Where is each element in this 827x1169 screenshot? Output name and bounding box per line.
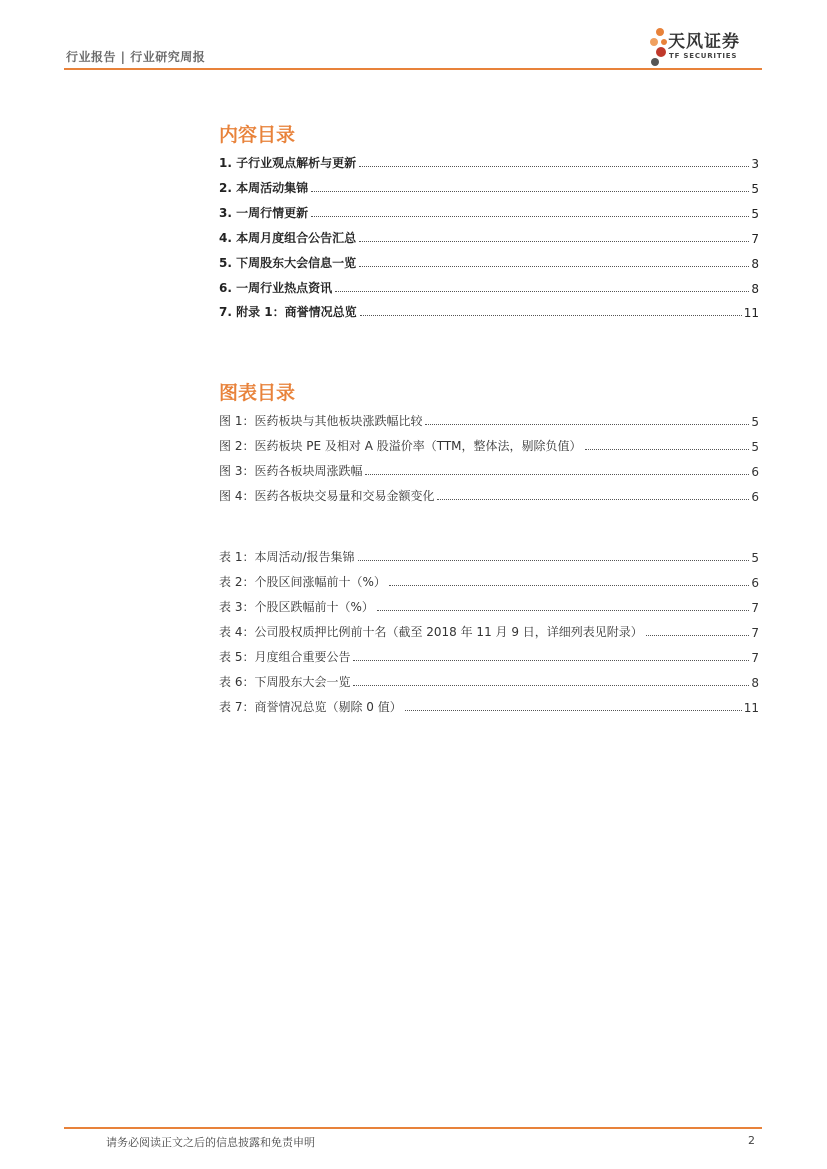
toc-item-4[interactable]: 4. 本周月度组合公告汇总 7	[219, 231, 759, 246]
figure-item-3[interactable]: 图 3：医药各板块周涨跌幅 6	[219, 464, 759, 479]
toc-item-1[interactable]: 1. 子行业观点解析与更新 3	[219, 156, 759, 171]
toc-title: 内容目录	[219, 124, 296, 146]
toc-item-6[interactable]: 6. 一周行业热点资讯 8	[219, 281, 759, 296]
table-item-2[interactable]: 表 2：个股区间涨幅前十（%） 6	[219, 575, 759, 590]
toc-item-3[interactable]: 3. 一周行情更新 5	[219, 206, 759, 221]
footer-page-number: 2	[748, 1134, 755, 1147]
table-item-7[interactable]: 表 7：商誉情况总览（剔除 0 值） 11	[219, 700, 759, 715]
figure-item-4[interactable]: 图 4：医药各板块交易量和交易金额变化 6	[219, 489, 759, 504]
footer-disclaimer: 请务必阅读正文之后的信息披露和免责申明	[106, 1136, 315, 1149]
figure-item-1[interactable]: 图 1：医药板块与其他板块涨跌幅比较 5	[219, 414, 759, 429]
footer-divider	[64, 1127, 762, 1129]
toc-item-7[interactable]: 7. 附录 1：商誉情况总览 11	[219, 305, 759, 320]
table-item-5[interactable]: 表 5：月度组合重要公告 7	[219, 650, 759, 665]
header-breadcrumb: 行业报告 | 行业研究周报	[66, 50, 206, 64]
table-item-1[interactable]: 表 1：本周活动/报告集锦 5	[219, 550, 759, 565]
header-divider	[64, 68, 762, 70]
table-item-3[interactable]: 表 3：个股区跌幅前十（%） 7	[219, 600, 759, 615]
logo-english-name: TF SECURITIES	[669, 52, 738, 60]
toc-item-5[interactable]: 5. 下周股东大会信息一览 8	[219, 256, 759, 271]
figures-title: 图表目录	[219, 382, 296, 404]
table-item-6[interactable]: 表 6：下周股东大会一览 8	[219, 675, 759, 690]
figure-item-2[interactable]: 图 2：医药板块 PE 及相对 A 股溢价率（TTM，整体法，剔除负值） 5	[219, 439, 759, 454]
toc-item-2[interactable]: 2. 本周活动集锦 5	[219, 181, 759, 196]
logo-chinese-name: 天风证券	[668, 32, 740, 52]
table-item-4[interactable]: 表 4：公司股权质押比例前十名（截至 2018 年 11 月 9 日，详细列表见附录） 7	[219, 625, 759, 640]
